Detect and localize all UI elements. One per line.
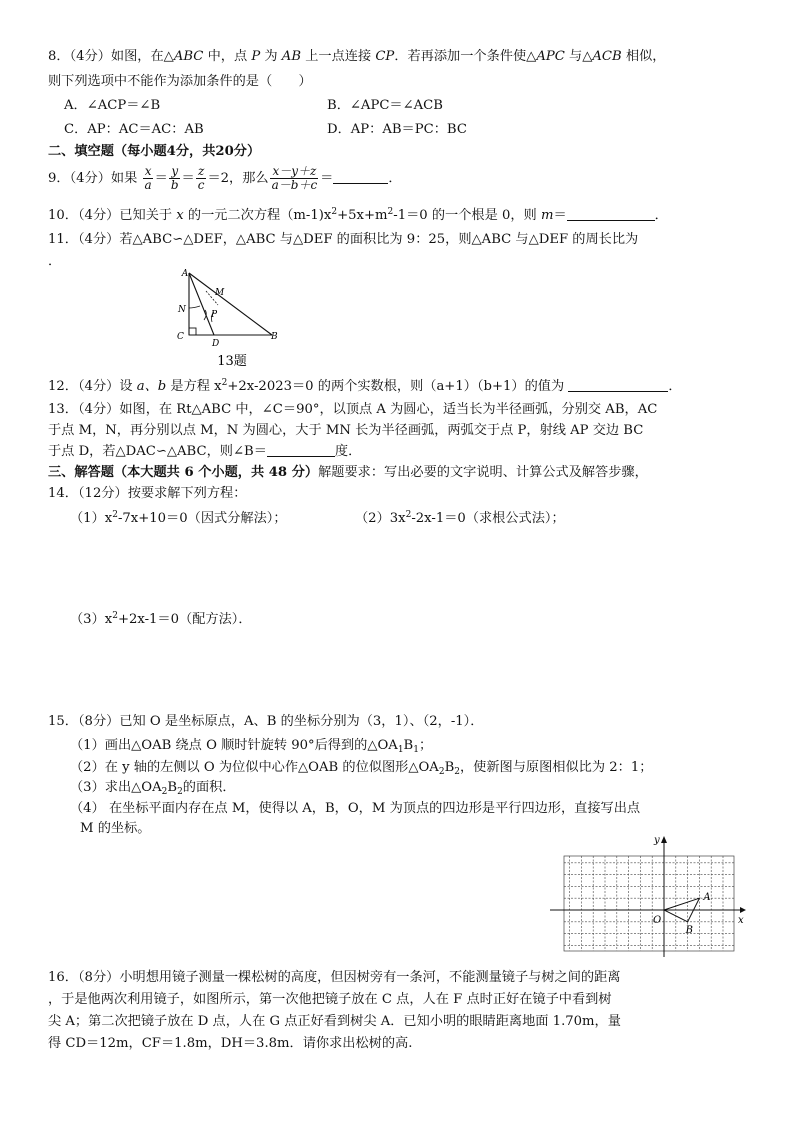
q8-text: 与△ bbox=[564, 49, 593, 64]
q8-var: APC bbox=[536, 49, 565, 64]
q15-step-1: （1）画出△OAB 绕点 O 顺时针旋转 90°后得到的$\triangle OA_1B_1$； bbox=[70, 738, 433, 755]
grid-frame bbox=[564, 856, 734, 951]
q14-part-2: $(2)3x^2-2x-1=0$（求根公式法）； bbox=[355, 510, 565, 526]
q8-text: ．若再添加一个条件使△ bbox=[394, 49, 537, 64]
section-2-heading: 二、填空题（每小题4分，共20分） bbox=[48, 144, 261, 159]
q13-line3: 于点 D，若△DAC∽△ABC，则∠B＝ 度． bbox=[48, 444, 362, 459]
grid-label-x: x bbox=[738, 915, 744, 926]
fig13-label-m: M bbox=[215, 288, 225, 298]
q8-var: P bbox=[251, 49, 261, 64]
fig13-label-d: D bbox=[212, 339, 220, 349]
q10-answer-blank bbox=[567, 207, 655, 221]
q8-var: ABC bbox=[173, 49, 204, 64]
q9-text: ＝ bbox=[320, 171, 334, 186]
fig13-label-n: N bbox=[178, 305, 186, 315]
q8-option-a: A．∠ACP＝∠B bbox=[64, 98, 161, 113]
q8-option-d: D．AP：AB＝PC：BC bbox=[327, 122, 467, 137]
q10: 10．（4分）已知关于 x 的一元二次方程$(m-1)x^2+5x+m^2-1=0$ 的一个根是 0，则 m＝ ． bbox=[48, 207, 668, 223]
q9-fraction-y-b: $\frac{y}{b}$ bbox=[170, 164, 179, 192]
q14-heading: 14．（12分）按要求解下列方程： bbox=[48, 486, 247, 501]
q13-line2: 于点 M，N，再分别以点 M，N 为圆心，大于 MN 长为半径画弧，两弧交于点 P，射线 AP 交边 BC bbox=[48, 423, 644, 438]
grid-label-a: A bbox=[703, 892, 711, 904]
q9-text: ＝2，那么 bbox=[207, 171, 269, 186]
q15-step-3: （3）求出$\triangle OA_2B_2$的面积． bbox=[70, 780, 236, 797]
q14-part-1: $(1)x^2-7x+10=0$（因式分解法）； bbox=[70, 510, 287, 526]
q9-fraction-result: $\frac{x-y+z}{a-b+c}$ bbox=[271, 164, 318, 192]
q12: 12．（4分）设 a、b 是方程 $x^2+2x-2023=0$ 的两个实数根，则（a+1）（b+1）的值为 ． bbox=[48, 378, 682, 394]
q9: 9．（4分）如果 $\frac{x}{a}$ ＝ $\frac{y}{b}$ ＝ $\frac{z}{c}$ ＝2，那么 $\frac{x-y+z}{a-b+c}$ ＝ ． bbox=[48, 164, 402, 192]
q13-line1: 13．（4分）如图，在 Rt△ABC 中，∠C＝90°，以顶点 A 为圆心，适当长为半径画弧，分别交 AB，AC bbox=[48, 402, 658, 417]
q9-text: 9．（4分）如果 bbox=[48, 171, 138, 186]
fig13-label-b: B bbox=[271, 332, 278, 342]
q16-line3: 尖 A；第二次把镜子放在 D 点，人在 G 点正好看到树尖 A．已知小明的眼睛距离地面 1.70m，量 bbox=[48, 1014, 621, 1029]
q8-text: 8．（4分）如图，在△ bbox=[48, 49, 174, 64]
q8-option-c: C．AP：AC＝AC：AB bbox=[64, 122, 204, 137]
q16-line4: 得 CD＝12m，CF＝1.8m，DH＝3.8m．请你求出松树的高. bbox=[48, 1036, 413, 1051]
grid-label-o: O bbox=[653, 915, 662, 926]
section-3-heading: 三、解答题（本大题共 6 个小题，共 48 分）解题要求：写出必要的文字说明、计算公式及解答步骤， bbox=[48, 465, 648, 480]
x-axis-arrow bbox=[740, 907, 746, 913]
q15-step-4-line2: M 的坐标。 bbox=[80, 821, 151, 836]
q8-option-b: B．∠APC＝∠ACB bbox=[327, 98, 443, 113]
q15-step-4-line1: （4） 在坐标平面内存在点 M，使得以 A，B，O，M 为顶点的四边形是平行四边形，直接写出点 bbox=[70, 801, 641, 816]
q15-heading: 15．（8分）已知 O 是坐标原点，A、B 的坐标分别为（3，1）、（2，-1）． bbox=[48, 714, 484, 729]
q8-var: AB bbox=[281, 49, 302, 64]
q16-line1: 16．（8分）小明想用镜子测量一棵松树的高度，但因树旁有一条河，不能测量镜子与树之间的距离 bbox=[48, 970, 621, 985]
q8-line1 bbox=[48, 48, 665, 66]
q8-var: CP bbox=[375, 49, 395, 64]
figure-13 bbox=[168, 266, 283, 368]
q16-line2: ，于是他两次利用镜子，如图所示，第一次他把镜子放在 C 点，人在 F 点时正好在镜子中看到树 bbox=[48, 992, 612, 1007]
q8-line2: 则下列选项中不能作为添加条件的是（ ） bbox=[48, 74, 312, 89]
q13-answer-blank bbox=[267, 443, 335, 457]
q8-text: 相似， bbox=[621, 49, 666, 64]
q8-text: 中，点 bbox=[203, 49, 252, 64]
q8-text: 上一点连接 bbox=[301, 49, 376, 64]
q9-fraction-x-a: $\frac{x}{a}$ bbox=[144, 164, 152, 192]
fig13-label-c: C bbox=[177, 332, 184, 342]
grid-label-y: y bbox=[654, 835, 660, 846]
fig13-label-a: A bbox=[181, 269, 189, 279]
q15-step-2: （2）在 y 轴的左侧以 O 为位似中心作△OAB 的位似图形$\triangle OA_2B_2$，使新图与原图相似比为 2：1； bbox=[70, 760, 653, 777]
q11-line1: 11．（4分）若△ABC∽△DEF，△ABC 与△DEF 的面积比为 9：25，则△ABC 与△DEF 的周长比为 bbox=[48, 232, 639, 247]
q14-part-3: $(3)x^2+2x-1=0$（配方法）． bbox=[70, 611, 252, 627]
q9-fraction-z-c: $\frac{z}{c}$ bbox=[197, 164, 205, 192]
q9-answer-blank bbox=[333, 170, 388, 184]
q11-line2: ． bbox=[48, 254, 62, 269]
fig13-label-p: P bbox=[211, 310, 218, 320]
grid-lines bbox=[564, 856, 734, 951]
fig13-caption: 13题 bbox=[217, 354, 247, 368]
q12-answer-blank bbox=[568, 378, 668, 392]
grid-label-b: B bbox=[685, 924, 693, 936]
q8-var: ACB bbox=[592, 49, 622, 64]
y-axis-arrow bbox=[661, 836, 667, 843]
coordinate-grid bbox=[548, 833, 750, 961]
q8-text: 为 bbox=[260, 49, 282, 64]
